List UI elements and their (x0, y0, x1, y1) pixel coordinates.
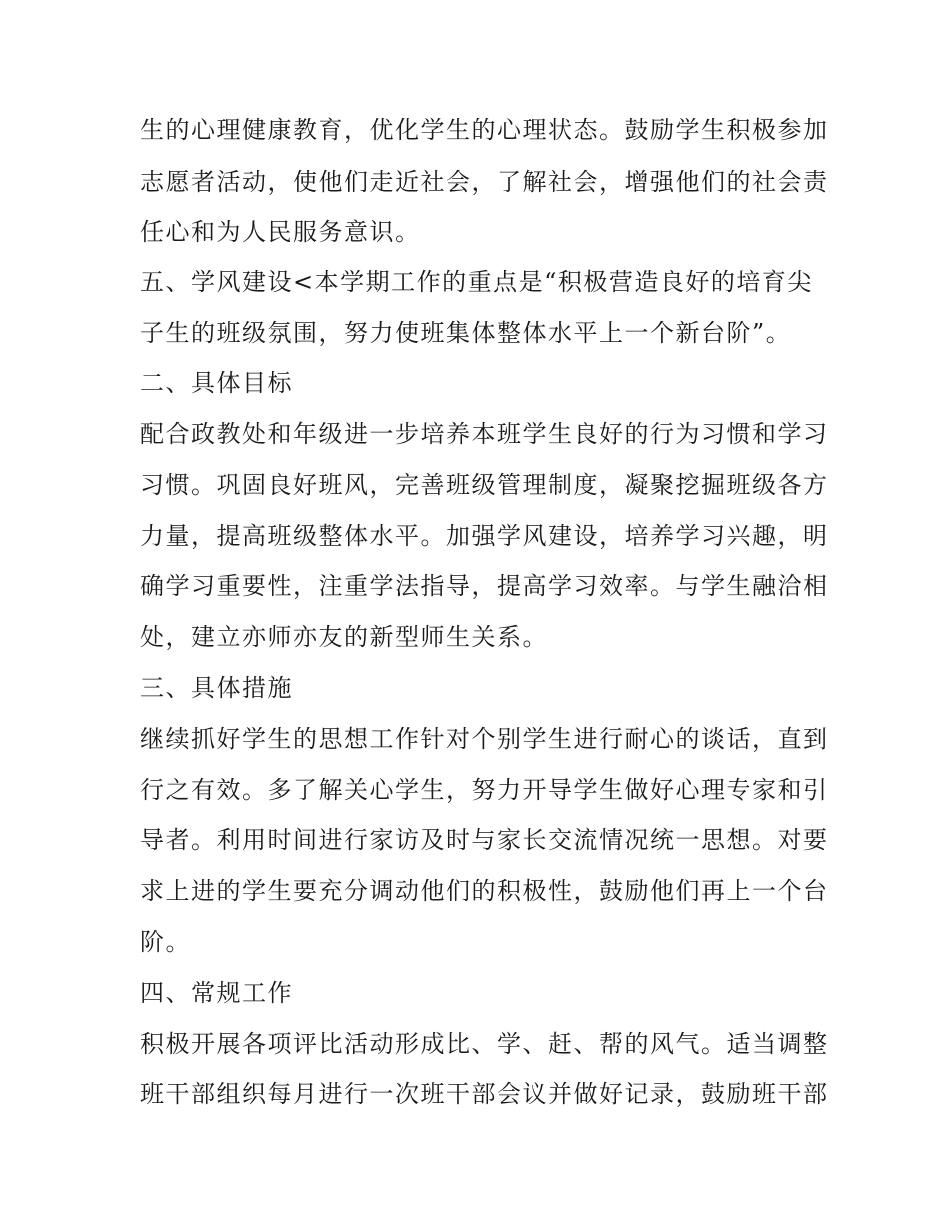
text-line: 习惯。巩固良好班风，完善班级管理制度，凝聚挖掘班级各方 (140, 471, 829, 499)
text-line: 班干部组织每月进行一次班干部会议并做好记录，鼓励班干部 (140, 1080, 829, 1108)
text-line: 继续抓好学生的思想工作针对个别学生进行耐心的谈话，直到 (140, 725, 829, 753)
text-line: 积极开展各项评比活动形成比、学、赶、帮的风气。适当调整 (140, 1030, 829, 1058)
text-line: 行之有效。多了解关心学生，努力开导学生做好心理专家和引 (140, 776, 829, 804)
text-line: 确学习重要性，注重学法指导，提高学习效率。与学生融洽相 (140, 572, 829, 600)
text-line: 力量，提高班级整体水平。加强学风建设，培养学习兴趣，明 (140, 522, 829, 550)
section-heading-4: 四、常规工作 (140, 979, 293, 1007)
text-line: 任心和为人民服务意识。 (140, 218, 421, 246)
text-line: 求上进的学生要充分调动他们的积极性，鼓励他们再上一个台 (140, 877, 829, 905)
text-line: 生的心理健康教育，优化学生的心理状态。鼓励学生积极参加 (140, 116, 829, 144)
text-line: 导者。利用时间进行家访及时与家长交流情况统一思想。对要 (140, 826, 829, 854)
text-line: 子生的班级氛围，努力使班集体整体水平上一个新台阶”。 (140, 319, 792, 347)
section-heading-2: 二、具体目标 (140, 369, 293, 397)
text-line: 处，建立亦师亦友的新型师生关系。 (140, 623, 548, 651)
section-heading-5-line: 五、学风建设<本学期工作的重点是“积极营造良好的培育尖 (140, 268, 813, 296)
text-line: 志愿者活动，使他们走近社会，了解社会，增强他们的社会责 (140, 168, 829, 196)
section-heading-3: 三、具体措施 (140, 674, 293, 702)
text-line: 配合政教处和年级进一步培养本班学生良好的行为习惯和学习 (140, 420, 829, 448)
text-line: 阶。 (140, 928, 191, 956)
